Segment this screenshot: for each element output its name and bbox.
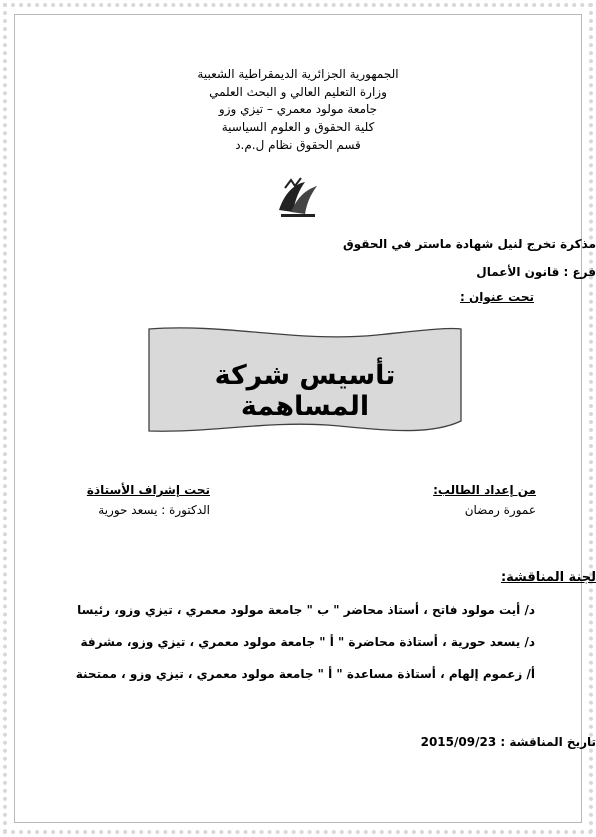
header-faculty: كلية الحقوق و العلوم السياسية: [221, 120, 375, 134]
branch-line: فرع : قانون الأعمال: [476, 265, 596, 279]
university-logo-icon: [271, 170, 325, 224]
header-university: جامعة مولود معمري – تيزي وزو: [218, 102, 378, 116]
committee-member: أ/ زعموم إلهام ، أستاذة مساعدة " أ " جامعة مولود معمري ، تيزي وزو ، ممتحنة: [75, 667, 535, 681]
committee-member: د/ يسعد حورية ، أستاذة محاضرة " أ " جامعة مولود معمري ، تيزي وزو، مشرفة: [80, 635, 535, 649]
header-department: قسم الحقوق نظام ل.م.د: [235, 138, 361, 152]
committee-member: د/ أيت مولود فاتح ، أستاذ محاضر " ب " جامعة مولود معمري ، تيزي وزو، رئيسا: [77, 603, 535, 617]
student-label: من إعداد الطالب:: [433, 483, 536, 497]
title-label: تحت عنوان :: [460, 290, 534, 304]
defense-date: تاريخ المناقشة : 2015/09/23: [420, 735, 596, 749]
committee-label: لجنة المناقشة:: [500, 570, 596, 585]
header-republic: الجمهورية الجزائرية الديمقراطية الشعبية: [197, 67, 399, 81]
thesis-title: تأسيس شركة المساهمة: [214, 360, 396, 422]
supervisor-label: تحت إشراف الأستاذة: [86, 483, 210, 497]
supervisor-name: الدكتورة : يسعد حورية: [98, 503, 210, 517]
degree-line: مذكرة تخرج لنيل شهادة ماستر في الحقوق: [343, 237, 596, 251]
header-ministry: وزارة التعليم العالي و البحث العلمي: [209, 85, 387, 99]
student-name: عمورة رمضان: [464, 503, 536, 517]
